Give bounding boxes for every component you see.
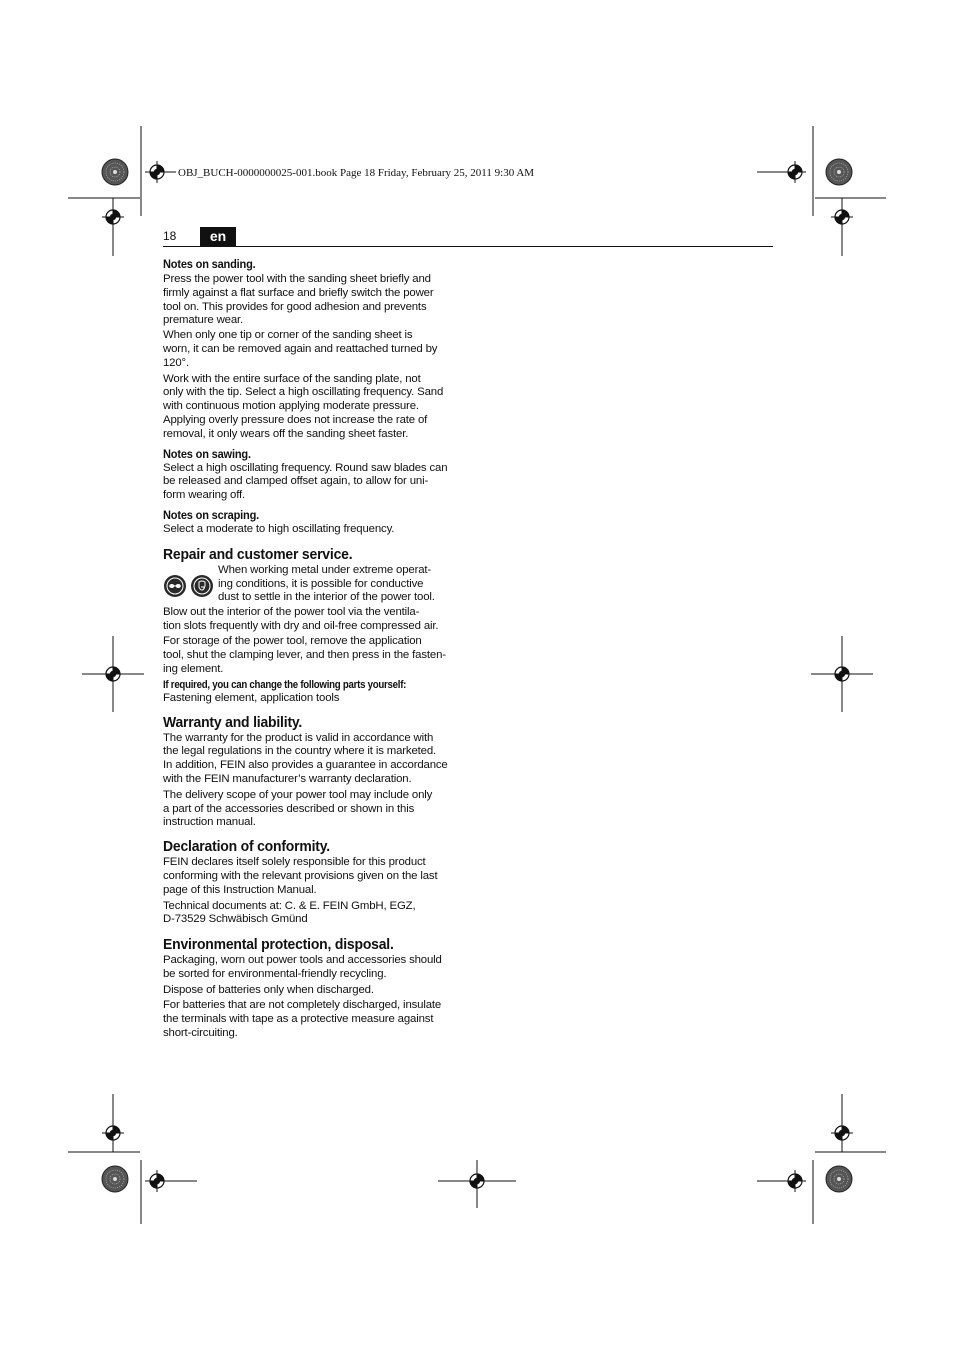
replaceable-parts-heading: If required, you can change the following parts yourself:	[163, 678, 407, 691]
environment-paragraph-1: Packaging, worn out power tools and accessories should be sorted for environmental-friendly recycling.	[163, 954, 442, 980]
page-number: 18	[163, 229, 177, 243]
repair-warning-row	[163, 564, 463, 605]
language-tab: en	[200, 227, 236, 246]
sanding-heading: Notes on sanding.	[163, 257, 256, 271]
safety-goggles-icon	[164, 575, 186, 597]
conformity-heading: Declaration of conformity.	[163, 838, 330, 856]
scraping-paragraph: Select a moderate to high oscillating frequency.	[163, 522, 395, 535]
conformity-paragraph-1: FEIN declares itself solely responsible for this product conforming with the relevant provisions given on the last page of this Instruction Manual.	[163, 856, 438, 896]
environment-paragraph-3: For batteries that are not completely discharged, insulate the terminals with tape as a protective measure against short-circuiting.	[163, 999, 442, 1040]
environment-heading: Environmental protection, disposal.	[163, 936, 394, 954]
warranty-heading: Warranty and liability.	[163, 713, 303, 731]
repair-paragraph-1: Blow out the interior of the power tool via the ventila- tion slots frequently with dry and oil-free compressed air.	[163, 605, 439, 632]
dust-mask-icon	[191, 575, 213, 597]
repair-heading: Repair and customer service.	[163, 545, 353, 563]
repair-warning-text: When working metal under extreme operat- ing conditions, it is possible for conductive dust to settle in the interior of the power tool.	[218, 563, 435, 604]
print-slug: OBJ_BUCH-0000000025-001.book Page 18 Friday, February 25, 2011 9:30 AM	[178, 167, 535, 179]
warranty-paragraph-1: The warranty for the product is valid in accordance with the legal regulations in the country where it is marketed. In addition, FEIN also provides a guarantee in accordance with the FEIN manufacturer’s warranty declaration.	[163, 731, 448, 785]
environment-paragraph-2: Dispose of batteries only when discharged.	[163, 983, 374, 996]
sawing-heading: Notes on sawing.	[163, 446, 251, 461]
sanding-paragraph-3: Work with the entire surface of the sanding plate, not only with the tip. Select a high oscillating frequency. Sand with continuous motion applying moderate pressure. Applying overly pressure does not increase the rate of removal, it only wears off the sanding sheet faster.	[163, 372, 444, 440]
scraping-heading: Notes on scraping.	[163, 507, 260, 522]
warranty-paragraph-2: The delivery scope of your power tool may include only a part of the accessories described or shown in this instruction manual.	[163, 788, 433, 829]
sanding-paragraph-1: Press the power tool with the sanding sheet briefly and firmly against a flat surface and briefly switch the power tool on. This provides for good adhesion and prevents premature wear.	[163, 273, 434, 327]
header-rule	[163, 246, 773, 247]
sawing-paragraph: Select a high oscillating frequency. Round saw blades can be released and clamped offset again, to allow for uni- form wearing off.	[163, 461, 448, 502]
repair-paragraph-2: For storage of the power tool, remove the application tool, shut the clamping lever, and then press in the fasten- ing element.	[163, 635, 446, 675]
text-column	[163, 257, 463, 1041]
conformity-paragraph-2: Technical documents at: C. & E. FEIN GmbH, EGZ, D-73529 Schwäbisch Gmünd	[163, 899, 416, 926]
sanding-paragraph-2: When only one tip or corner of the sanding sheet is worn, it can be removed again and reattached turned by 120°.	[163, 329, 438, 369]
replaceable-parts-list: Fastening element, application tools	[163, 691, 340, 704]
